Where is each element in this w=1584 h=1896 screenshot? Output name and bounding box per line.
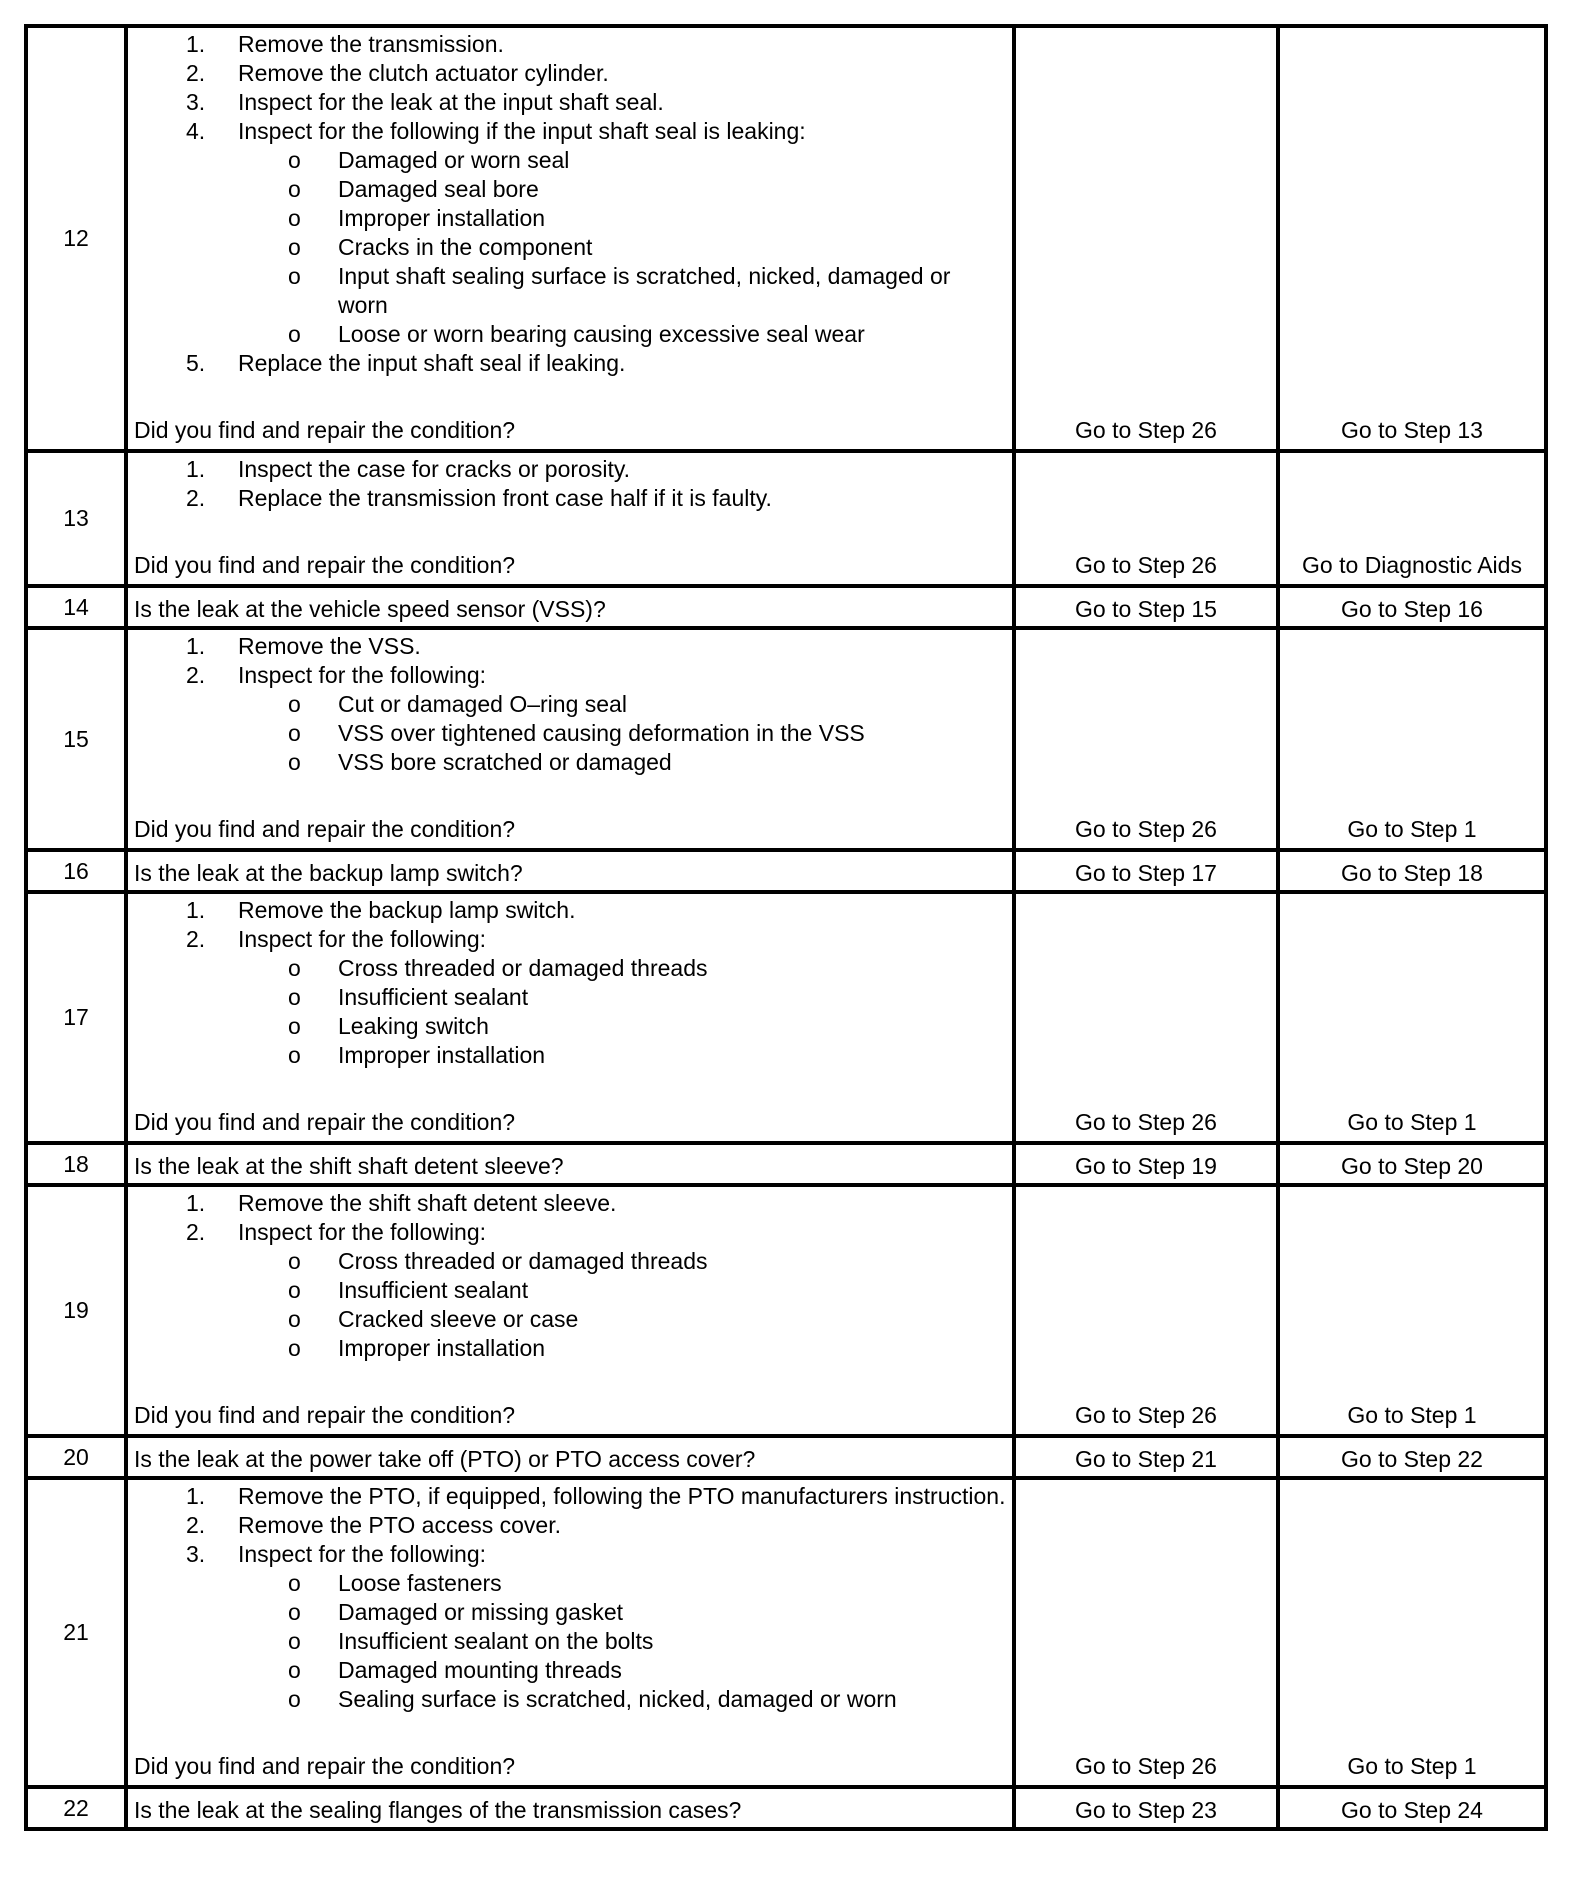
numbered-instruction bbox=[134, 30, 1006, 59]
list-number: 1. bbox=[186, 897, 206, 923]
bullet-marker: o bbox=[288, 749, 301, 775]
step-row-17 bbox=[26, 892, 1546, 1143]
list-number: 3. bbox=[186, 1541, 206, 1567]
action-cell bbox=[126, 850, 1014, 892]
instruction-text: Input shaft sealing surface is scratched, nicked, damaged or worn bbox=[338, 263, 951, 318]
instruction-text: Inspect the case for cracks or porosity. bbox=[238, 456, 631, 482]
instruction-text: Cracked sleeve or case bbox=[338, 1306, 579, 1332]
bullet-instruction bbox=[134, 1569, 1006, 1598]
list-number: 2. bbox=[186, 662, 206, 688]
bullet-marker: o bbox=[288, 1013, 301, 1039]
yes-result: Go to Step 19 bbox=[1014, 1143, 1278, 1185]
list-number: 1. bbox=[186, 1483, 206, 1509]
no-result: Go to Diagnostic Aids bbox=[1278, 451, 1546, 586]
bullet-marker: o bbox=[288, 321, 301, 347]
bullet-marker: o bbox=[288, 955, 301, 981]
instruction-text: Remove the clutch actuator cylinder. bbox=[238, 60, 609, 86]
step-row-20 bbox=[26, 1436, 1546, 1478]
numbered-instruction bbox=[134, 632, 1006, 661]
bullet-instruction bbox=[134, 1656, 1006, 1685]
no-result: Go to Step 1 bbox=[1278, 892, 1546, 1143]
bullet-instruction bbox=[134, 719, 1006, 748]
instruction-text: Inspect for the following: bbox=[238, 1219, 487, 1245]
bullet-marker: o bbox=[288, 1042, 301, 1068]
question-text: Did you find and repair the condition? bbox=[134, 552, 516, 578]
instruction-text: Insufficient sealant bbox=[338, 984, 529, 1010]
bullet-instruction bbox=[134, 1598, 1006, 1627]
question-text: Did you find and repair the condition? bbox=[134, 1753, 516, 1779]
yes-result: Go to Step 26 bbox=[1014, 26, 1278, 451]
instruction-text: Remove the backup lamp switch. bbox=[238, 897, 576, 923]
instruction-text: Improper installation bbox=[338, 205, 546, 231]
step-row-19 bbox=[26, 1185, 1546, 1436]
question-text: Is the leak at the shift shaft detent sleeve? bbox=[134, 1153, 564, 1179]
question-text: Is the leak at the backup lamp switch? bbox=[134, 860, 523, 886]
spacer bbox=[134, 1363, 1006, 1401]
bullet-instruction bbox=[134, 690, 1006, 719]
spacer bbox=[134, 1070, 1006, 1108]
step-number: 21 bbox=[26, 1478, 126, 1787]
bullet-instruction bbox=[134, 1276, 1006, 1305]
question-text: Did you find and repair the condition? bbox=[134, 816, 516, 842]
step-row-13 bbox=[26, 451, 1546, 586]
bullet-marker: o bbox=[288, 1686, 301, 1712]
spacer bbox=[134, 1714, 1006, 1752]
step-row-22 bbox=[26, 1787, 1546, 1829]
numbered-instruction bbox=[134, 925, 1006, 954]
numbered-instruction bbox=[134, 117, 1006, 146]
instruction-text: Insufficient sealant on the bolts bbox=[338, 1628, 654, 1654]
bullet-marker: o bbox=[288, 691, 301, 717]
bullet-instruction bbox=[134, 1627, 1006, 1656]
list-number: 2. bbox=[186, 60, 206, 86]
bullet-marker: o bbox=[288, 1599, 301, 1625]
bullet-instruction bbox=[134, 146, 1006, 175]
instruction-text: VSS bore scratched or damaged bbox=[338, 749, 672, 775]
instruction-text: Damaged or missing gasket bbox=[338, 1599, 624, 1625]
bullet-marker: o bbox=[288, 1628, 301, 1654]
action-cell bbox=[126, 1185, 1014, 1436]
list-number: 3. bbox=[186, 89, 206, 115]
instruction-text: Inspect for the following: bbox=[238, 662, 487, 688]
instruction-text: Sealing surface is scratched, nicked, damaged or worn bbox=[338, 1686, 897, 1712]
no-result: Go to Step 22 bbox=[1278, 1436, 1546, 1478]
instruction-text: Cross threaded or damaged threads bbox=[338, 1248, 708, 1274]
step-row-15 bbox=[26, 628, 1546, 850]
instruction-text: Remove the PTO, if equipped, following the PTO manufacturers instruction. bbox=[238, 1483, 1006, 1509]
yes-result: Go to Step 26 bbox=[1014, 892, 1278, 1143]
question-text: Did you find and repair the condition? bbox=[134, 1402, 516, 1428]
numbered-instruction bbox=[134, 1189, 1006, 1218]
step-number: 18 bbox=[26, 1143, 126, 1185]
instruction-text: Remove the shift shaft detent sleeve. bbox=[238, 1190, 617, 1216]
instruction-text: Inspect for the following if the input shaft seal is leaking: bbox=[238, 118, 806, 144]
step-row-18 bbox=[26, 1143, 1546, 1185]
list-number: 2. bbox=[186, 926, 206, 952]
bullet-instruction bbox=[134, 1012, 1006, 1041]
no-result: Go to Step 18 bbox=[1278, 850, 1546, 892]
action-cell bbox=[126, 892, 1014, 1143]
bullet-instruction bbox=[134, 233, 1006, 262]
question-text: Is the leak at the sealing flanges of the transmission cases? bbox=[134, 1797, 742, 1823]
bullet-instruction bbox=[134, 1334, 1006, 1363]
bullet-instruction bbox=[134, 1685, 1006, 1714]
no-result: Go to Step 1 bbox=[1278, 628, 1546, 850]
numbered-instruction bbox=[134, 88, 1006, 117]
bullet-instruction bbox=[134, 175, 1006, 204]
yes-result: Go to Step 26 bbox=[1014, 451, 1278, 586]
numbered-instruction bbox=[134, 1482, 1006, 1511]
action-cell bbox=[126, 26, 1014, 451]
bullet-marker: o bbox=[288, 1248, 301, 1274]
action-cell bbox=[126, 586, 1014, 628]
numbered-instruction bbox=[134, 455, 1006, 484]
list-number: 1. bbox=[186, 31, 206, 57]
numbered-instruction bbox=[134, 349, 1006, 378]
instruction-text: Damaged seal bore bbox=[338, 176, 539, 202]
instruction-text: Cut or damaged O–ring seal bbox=[338, 691, 627, 717]
bullet-instruction bbox=[134, 262, 1006, 320]
numbered-instruction bbox=[134, 1218, 1006, 1247]
bullet-marker: o bbox=[288, 720, 301, 746]
yes-result: Go to Step 17 bbox=[1014, 850, 1278, 892]
list-number: 1. bbox=[186, 1190, 206, 1216]
list-number: 2. bbox=[186, 1219, 206, 1245]
question-text: Is the leak at the vehicle speed sensor (VSS)? bbox=[134, 596, 606, 622]
numbered-instruction bbox=[134, 1540, 1006, 1569]
bullet-marker: o bbox=[288, 984, 301, 1010]
instruction-text: Remove the VSS. bbox=[238, 633, 421, 659]
step-row-12 bbox=[26, 26, 1546, 451]
bullet-instruction bbox=[134, 954, 1006, 983]
step-row-14 bbox=[26, 586, 1546, 628]
numbered-instruction bbox=[134, 484, 1006, 513]
bullet-marker: o bbox=[288, 1570, 301, 1596]
yes-result: Go to Step 26 bbox=[1014, 1185, 1278, 1436]
bullet-marker: o bbox=[288, 1306, 301, 1332]
diagnostic-table-body bbox=[26, 26, 1546, 1829]
instruction-text: Inspect for the following: bbox=[238, 926, 487, 952]
step-row-16 bbox=[26, 850, 1546, 892]
list-number: 5. bbox=[186, 350, 206, 376]
numbered-instruction bbox=[134, 661, 1006, 690]
action-cell bbox=[126, 1143, 1014, 1185]
question-text: Did you find and repair the condition? bbox=[134, 1109, 516, 1135]
instruction-text: Damaged mounting threads bbox=[338, 1657, 622, 1683]
list-number: 2. bbox=[186, 1512, 206, 1538]
action-cell bbox=[126, 628, 1014, 850]
list-number: 4. bbox=[186, 118, 206, 144]
diagnostic-table bbox=[24, 24, 1548, 1831]
no-result: Go to Step 24 bbox=[1278, 1787, 1546, 1829]
question-text: Is the leak at the power take off (PTO) or PTO access cover? bbox=[134, 1446, 756, 1472]
step-number: 15 bbox=[26, 628, 126, 850]
bullet-marker: o bbox=[288, 1277, 301, 1303]
instruction-text: Leaking switch bbox=[338, 1013, 489, 1039]
action-cell bbox=[126, 1478, 1014, 1787]
no-result: Go to Step 16 bbox=[1278, 586, 1546, 628]
bullet-instruction bbox=[134, 983, 1006, 1012]
action-cell bbox=[126, 1436, 1014, 1478]
instruction-text: Loose or worn bearing causing excessive seal wear bbox=[338, 321, 865, 347]
no-result: Go to Step 20 bbox=[1278, 1143, 1546, 1185]
instruction-text: Replace the transmission front case half if it is faulty. bbox=[238, 485, 772, 511]
spacer bbox=[134, 777, 1006, 815]
yes-result: Go to Step 15 bbox=[1014, 586, 1278, 628]
list-number: 1. bbox=[186, 633, 206, 659]
bullet-marker: o bbox=[288, 263, 301, 289]
step-number: 12 bbox=[26, 26, 126, 451]
instruction-text: VSS over tightened causing deformation in the VSS bbox=[338, 720, 865, 746]
bullet-marker: o bbox=[288, 176, 301, 202]
bullet-marker: o bbox=[288, 234, 301, 260]
instruction-text: Inspect for the following: bbox=[238, 1541, 487, 1567]
no-result: Go to Step 1 bbox=[1278, 1478, 1546, 1787]
list-number: 1. bbox=[186, 456, 206, 482]
instruction-text: Improper installation bbox=[338, 1042, 546, 1068]
numbered-instruction bbox=[134, 896, 1006, 925]
yes-result: Go to Step 23 bbox=[1014, 1787, 1278, 1829]
yes-result: Go to Step 26 bbox=[1014, 628, 1278, 850]
instruction-text: Cross threaded or damaged threads bbox=[338, 955, 708, 981]
step-number: 13 bbox=[26, 451, 126, 586]
bullet-marker: o bbox=[288, 147, 301, 173]
bullet-marker: o bbox=[288, 1657, 301, 1683]
instruction-text: Replace the input shaft seal if leaking. bbox=[238, 350, 626, 376]
action-cell bbox=[126, 1787, 1014, 1829]
numbered-instruction bbox=[134, 1511, 1006, 1540]
spacer bbox=[134, 378, 1006, 416]
step-number: 22 bbox=[26, 1787, 126, 1829]
action-cell bbox=[126, 451, 1014, 586]
bullet-marker: o bbox=[288, 1335, 301, 1361]
step-number: 16 bbox=[26, 850, 126, 892]
bullet-marker: o bbox=[288, 205, 301, 231]
numbered-instruction bbox=[134, 59, 1006, 88]
instruction-text: Insufficient sealant bbox=[338, 1277, 529, 1303]
instruction-text: Remove the transmission. bbox=[238, 31, 504, 57]
yes-result: Go to Step 21 bbox=[1014, 1436, 1278, 1478]
question-text: Did you find and repair the condition? bbox=[134, 417, 516, 443]
bullet-instruction bbox=[134, 1247, 1006, 1276]
list-number: 2. bbox=[186, 485, 206, 511]
bullet-instruction bbox=[134, 748, 1006, 777]
step-number: 19 bbox=[26, 1185, 126, 1436]
yes-result: Go to Step 26 bbox=[1014, 1478, 1278, 1787]
instruction-text: Improper installation bbox=[338, 1335, 546, 1361]
step-number: 14 bbox=[26, 586, 126, 628]
bullet-instruction bbox=[134, 320, 1006, 349]
spacer bbox=[134, 513, 1006, 551]
step-number: 17 bbox=[26, 892, 126, 1143]
bullet-instruction bbox=[134, 204, 1006, 233]
bullet-instruction bbox=[134, 1041, 1006, 1070]
instruction-text: Damaged or worn seal bbox=[338, 147, 570, 173]
bullet-instruction bbox=[134, 1305, 1006, 1334]
instruction-text: Loose fasteners bbox=[338, 1570, 502, 1596]
step-row-21 bbox=[26, 1478, 1546, 1787]
no-result: Go to Step 1 bbox=[1278, 1185, 1546, 1436]
instruction-text: Remove the PTO access cover. bbox=[238, 1512, 561, 1538]
step-number: 20 bbox=[26, 1436, 126, 1478]
instruction-text: Cracks in the component bbox=[338, 234, 593, 260]
no-result: Go to Step 13 bbox=[1278, 26, 1546, 451]
instruction-text: Inspect for the leak at the input shaft seal. bbox=[238, 89, 664, 115]
